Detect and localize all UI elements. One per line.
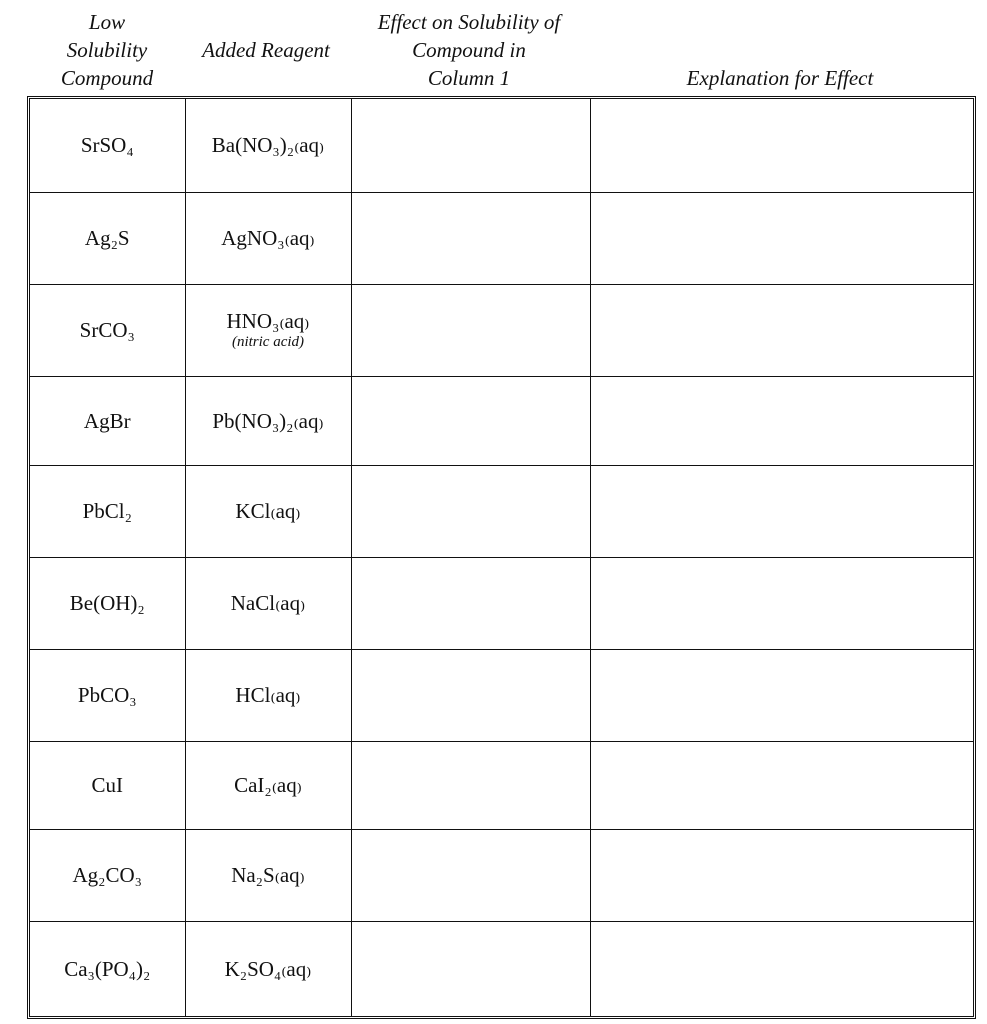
compound-cell: PbCl₂ [30,465,185,557]
table-row [30,465,973,557]
effect-cell[interactable] [351,741,590,829]
reagent-formula: NaCl₍aq₎ [230,591,306,615]
solubility-table-frame [27,96,976,1019]
reagent-formula: Na₂S₍aq₎ [231,863,305,887]
table-row [30,921,973,1016]
reagent-formula: HCl₍aq₎ [235,683,301,707]
table-row [30,557,973,649]
effect-cell[interactable] [351,99,590,192]
explanation-cell[interactable] [590,99,973,192]
effect-cell[interactable] [351,192,590,284]
effect-cell[interactable] [351,284,590,376]
compound-cell: PbCO₃ [30,649,185,741]
reagent-formula: CaI₂₍aq₎ [234,773,302,797]
reagent-formula: AgNO₃₍aq₎ [221,226,315,250]
header-low-solubility-compound [36,8,178,92]
compound-cell: CuI [30,741,185,829]
reagent-cell [185,284,351,376]
reagent-cell [185,99,351,192]
reagent-cell [185,192,351,284]
compound-cell: SrCO₃ [30,284,185,376]
compound-cell: AgBr [30,376,185,465]
compound-cell: Ag₂CO₃ [30,829,185,921]
reagent-note: (nitric acid) [231,334,305,350]
reagent-formula: Pb(NO₃)₂₍aq₎ [212,408,324,433]
reagent-cell [185,557,351,649]
reagent-cell [185,921,351,1016]
reagent-cell [185,376,351,465]
reagent-cell [185,465,351,557]
explanation-cell[interactable] [590,284,973,376]
header-explanation-for-effect [590,64,970,92]
table-row [30,376,973,465]
reagent-formula: K₂SO₄₍aq₎ [224,956,312,981]
explanation-cell[interactable] [590,376,973,465]
explanation-cell[interactable] [590,649,973,741]
table-row [30,649,973,741]
reagent-cell [185,829,351,921]
effect-cell[interactable] [351,649,590,741]
compound-cell: SrSO₄ [30,99,185,192]
table-row [30,192,973,284]
solubility-table [30,99,973,1016]
explanation-cell[interactable] [590,741,973,829]
table-row [30,284,973,376]
table-row [30,741,973,829]
explanation-cell[interactable] [590,192,973,284]
header-added-reagent [182,36,350,64]
header-line: Low [88,10,126,34]
reagent-cell [185,741,351,829]
explanation-cell[interactable] [590,465,973,557]
effect-cell[interactable] [351,376,590,465]
effect-cell[interactable] [351,557,590,649]
effect-cell[interactable] [351,465,590,557]
header-line: Column 1 [427,66,511,90]
effect-cell[interactable] [351,921,590,1016]
header-line: Effect on Solubility of [377,10,561,34]
header-effect-on-solubility [347,8,591,92]
header-line: Compound in [412,38,526,62]
reagent-formula: HNO₃₍aq₎ [226,309,310,333]
compound-cell: Ag₂S [30,192,185,284]
header-line: Compound [60,66,154,90]
table-row [30,99,973,192]
compound-cell: Ca₃(PO₄)₂ [30,921,185,1016]
reagent-formula: Ba(NO₃)₂₍aq₎ [211,133,325,158]
reagent-formula: KCl₍aq₎ [235,499,301,523]
header-line: Solubility [66,38,148,62]
explanation-cell[interactable] [590,557,973,649]
explanation-cell[interactable] [590,829,973,921]
effect-cell[interactable] [351,829,590,921]
header-line: Added Reagent [202,38,330,62]
table-row [30,829,973,921]
compound-cell: Be(OH)₂ [30,557,185,649]
reagent-cell [185,649,351,741]
header-line: Explanation for Effect [686,66,874,90]
explanation-cell[interactable] [590,921,973,1016]
